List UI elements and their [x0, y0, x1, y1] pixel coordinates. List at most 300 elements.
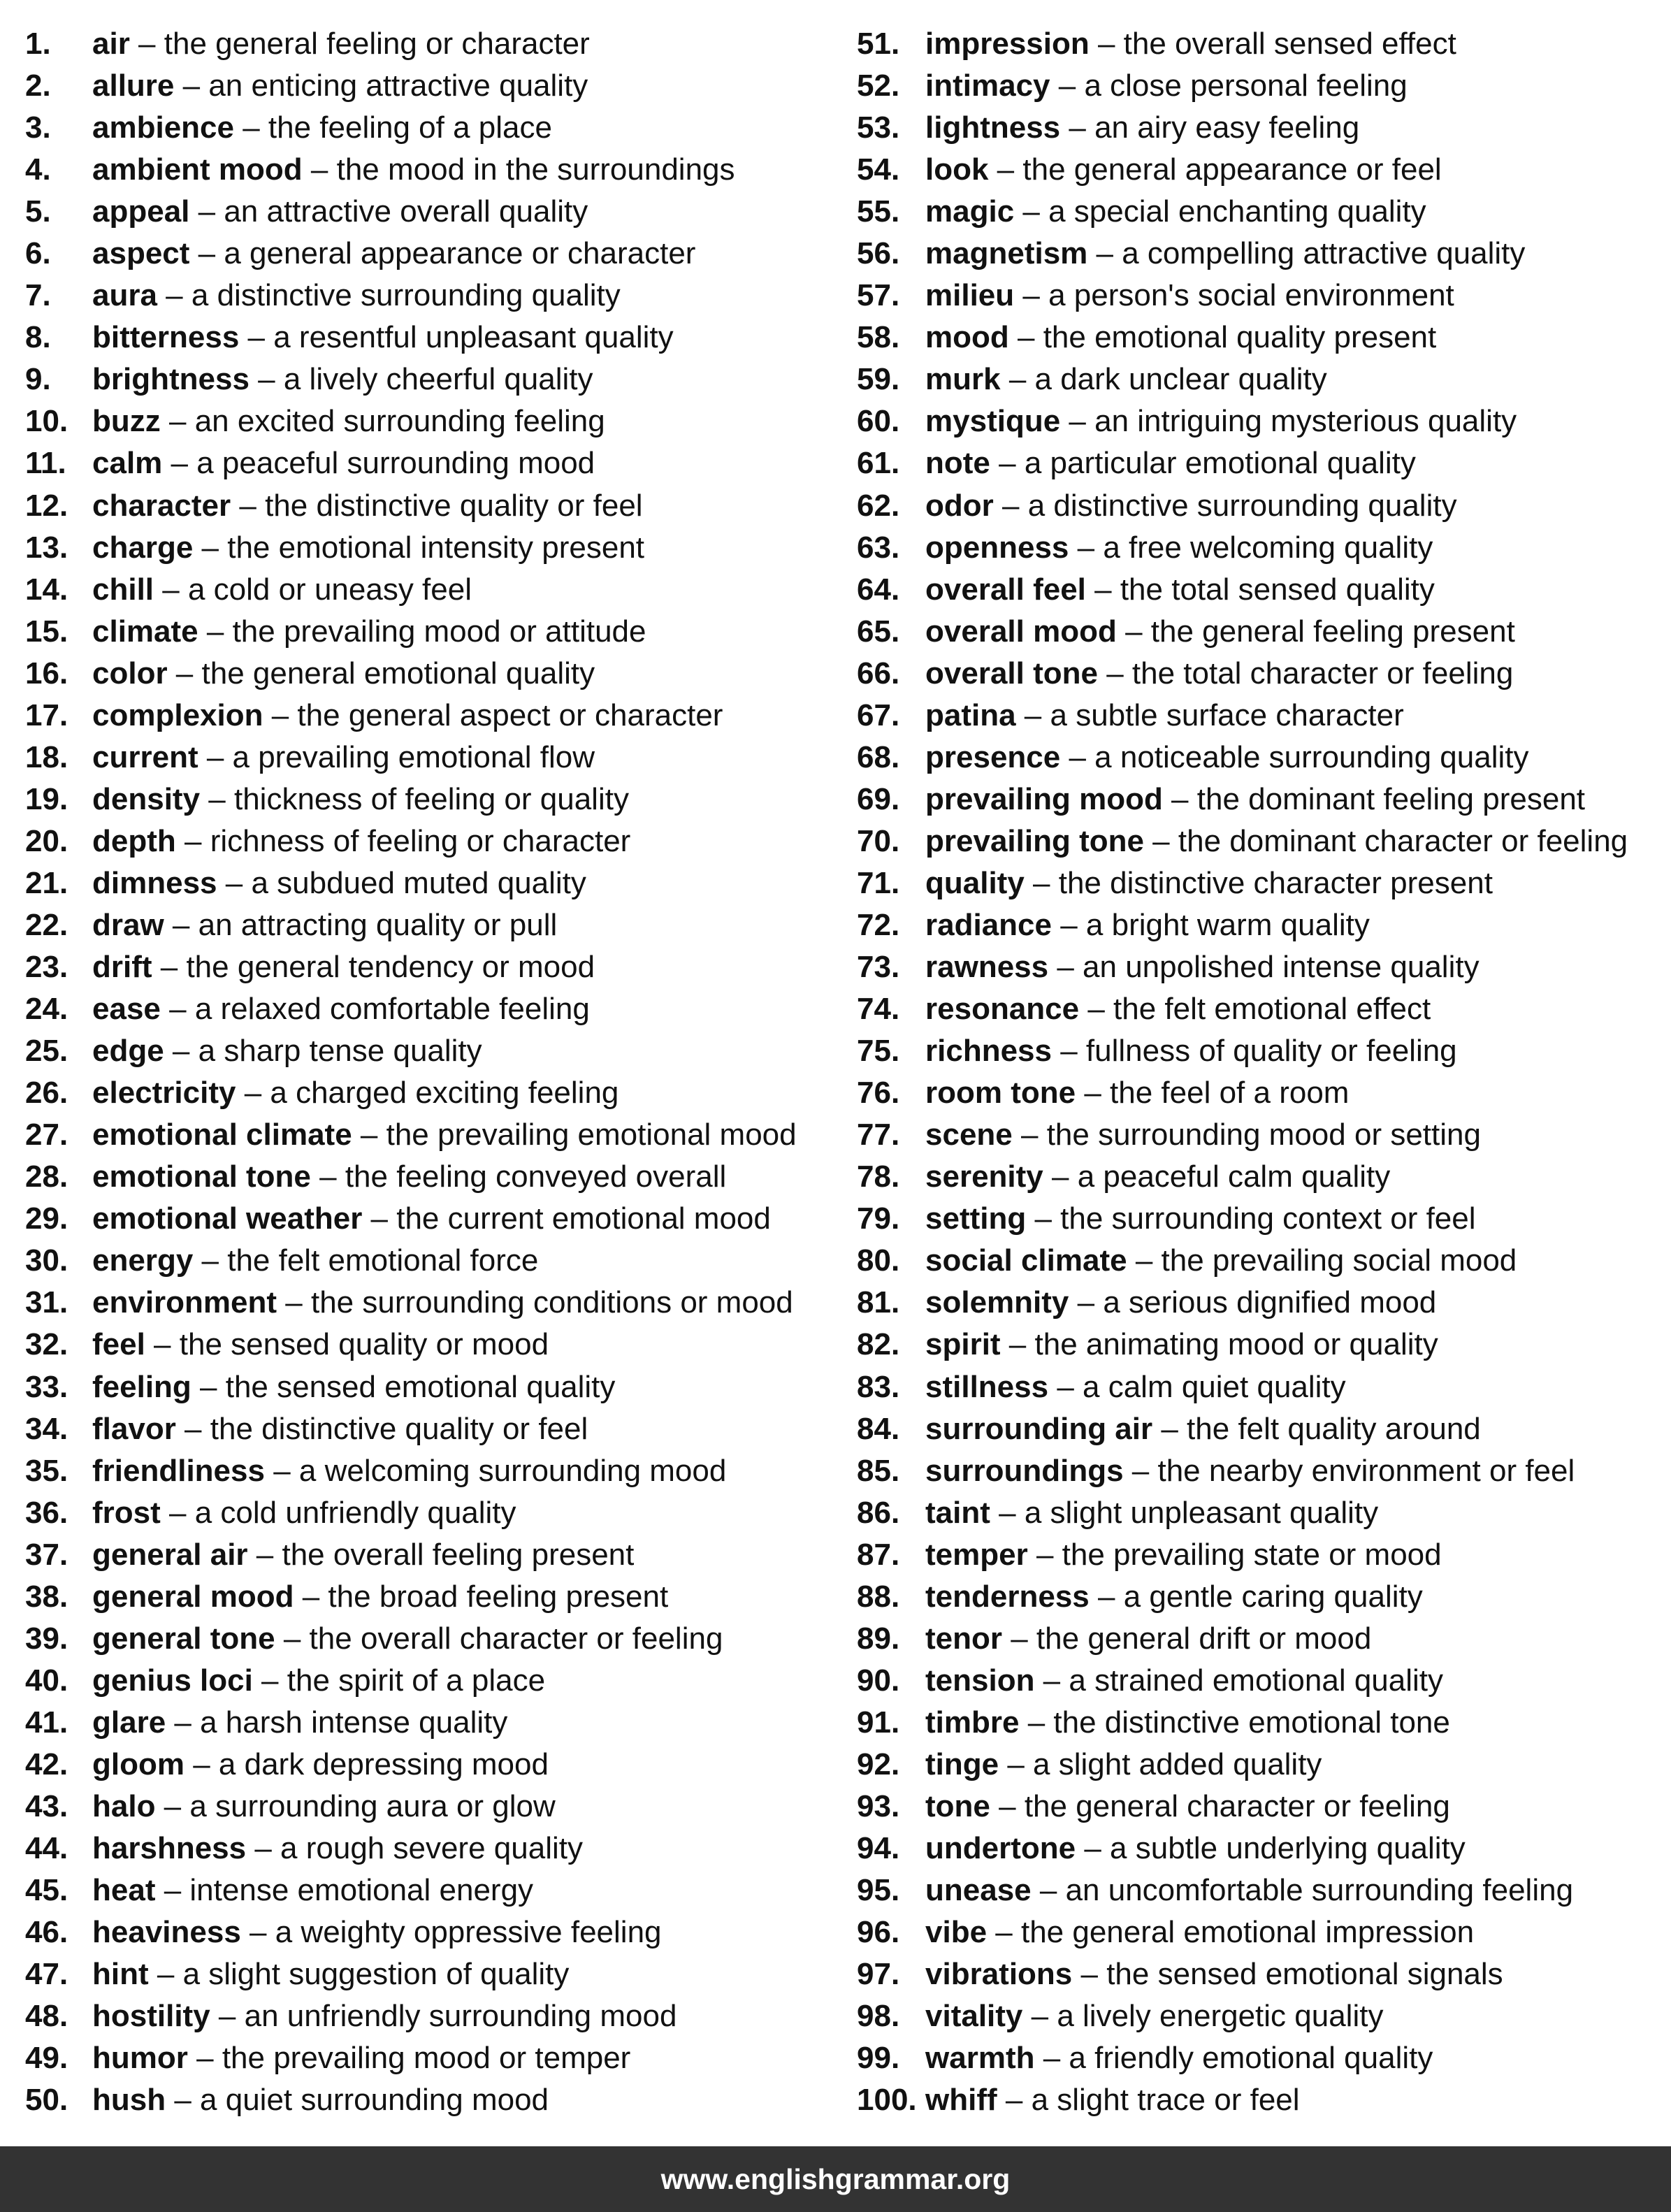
item-number: 100. [857, 2083, 917, 2118]
list-item [25, 2037, 797, 2079]
item-term: aura [92, 278, 157, 313]
list-item [25, 1492, 797, 1534]
item-separator: – [247, 1537, 282, 1572]
item-definition: the prevailing social mood [1161, 1243, 1517, 1278]
list-item [25, 233, 797, 275]
item-separator: – [157, 278, 191, 313]
item-term: room tone [925, 1076, 1076, 1111]
item-term: undertone [925, 1831, 1076, 1866]
item-definition: a subdued muted quality [251, 865, 586, 900]
item-definition: fullness of quality or feeling [1085, 1034, 1457, 1069]
item-number: 40. [25, 1663, 68, 1698]
item-term: ambience [92, 110, 234, 145]
item-definition: the general feeling present [1150, 614, 1515, 649]
item-separator: – [1048, 1369, 1083, 1404]
item-number: 68. [857, 739, 900, 774]
item-term: quality [925, 865, 1025, 900]
item-term: current [92, 739, 198, 774]
list-item [857, 1576, 1628, 1618]
item-separator: – [264, 1453, 299, 1488]
list-item [25, 1114, 797, 1156]
item-separator: – [164, 907, 198, 942]
item-term: hostility [92, 1999, 210, 2034]
item-term: tone [925, 1788, 990, 1823]
item-number: 11. [25, 446, 66, 481]
list-item [25, 1240, 797, 1282]
item-term: odor [925, 488, 994, 523]
item-definition: the general tendency or mood [186, 950, 595, 985]
item-separator: – [198, 739, 233, 774]
item-term: friendliness [92, 1453, 265, 1488]
list-item [25, 904, 797, 946]
item-number: 18. [25, 739, 68, 774]
item-term: calm [92, 446, 163, 481]
item-number: 93. [857, 1788, 900, 1823]
item-term: emotional weather [92, 1201, 363, 1236]
item-definition: a rough severe quality [280, 1831, 583, 1866]
item-number: 64. [857, 572, 900, 607]
item-number: 65. [857, 614, 900, 649]
list-item [25, 695, 797, 737]
list-item [857, 1953, 1628, 1995]
item-term: aspect [92, 236, 190, 271]
item-separator: – [310, 1159, 345, 1194]
item-term: spirit [925, 1327, 1001, 1362]
item-term: magnetism [925, 236, 1088, 271]
list-item [25, 527, 797, 569]
item-number: 2. [25, 68, 51, 103]
item-separator: – [154, 572, 188, 607]
item-definition: the total character or feeling [1131, 656, 1514, 691]
list-item [857, 1618, 1628, 1660]
item-separator: – [198, 614, 233, 649]
item-separator: – [246, 1831, 281, 1866]
item-definition: a slight added quality [1033, 1747, 1322, 1781]
item-separator: – [166, 1705, 201, 1740]
item-number: 94. [857, 1831, 900, 1866]
item-separator: – [166, 2083, 201, 2118]
item-number: 35. [25, 1453, 68, 1488]
item-definition: the prevailing mood or attitude [232, 614, 646, 649]
item-separator: – [990, 446, 1025, 481]
item-separator: – [160, 992, 195, 1027]
list-item [25, 821, 797, 862]
item-definition: a dark unclear quality [1034, 362, 1327, 397]
item-separator: – [200, 781, 234, 816]
footer-url[interactable]: www.englishgrammar.org [660, 2163, 1011, 2195]
item-separator: – [990, 1495, 1025, 1530]
item-number: 87. [857, 1537, 900, 1572]
list-item [857, 23, 1628, 65]
list-item [25, 65, 797, 107]
item-number: 25. [25, 1034, 68, 1069]
item-separator: – [1050, 68, 1085, 103]
list-item [25, 1072, 797, 1114]
item-definition: the feel of a room [1110, 1076, 1350, 1111]
item-number: 83. [857, 1369, 900, 1404]
item-term: ease [92, 992, 161, 1027]
item-definition: the felt emotional force [227, 1243, 539, 1278]
item-number: 89. [857, 1621, 900, 1656]
item-definition: the felt quality around [1187, 1411, 1481, 1446]
list-item [25, 1618, 797, 1660]
item-definition: a slight unpleasant quality [1024, 1495, 1379, 1530]
list-item [25, 1828, 797, 1870]
item-term: flavor [92, 1411, 176, 1446]
item-definition: a surrounding aura or glow [189, 1788, 556, 1823]
item-separator: – [1034, 2041, 1069, 2076]
list-item [857, 1324, 1628, 1366]
item-term: feeling [92, 1369, 191, 1404]
list-item [857, 2079, 1628, 2121]
item-definition: the dominant character or feeling [1178, 823, 1628, 858]
item-definition: a person's social environment [1048, 278, 1454, 313]
item-term: timbre [925, 1705, 1020, 1740]
item-separator: – [275, 1621, 310, 1656]
item-term: ambient mood [92, 152, 303, 187]
item-term: genius loci [92, 1663, 253, 1698]
list-item [25, 1953, 797, 1995]
item-definition: the nearby environment or feel [1157, 1453, 1575, 1488]
item-definition: the prevailing mood or temper [222, 2041, 631, 2076]
item-definition: a welcoming surrounding mood [298, 1453, 727, 1488]
item-term: presence [925, 739, 1061, 774]
item-definition: the emotional intensity present [227, 530, 645, 565]
item-separator: – [252, 1663, 287, 1698]
item-separator: – [148, 1957, 183, 1992]
item-term: climate [92, 614, 198, 649]
item-term: hint [92, 1957, 149, 1992]
item-term: unease [925, 1873, 1032, 1908]
item-definition: a relaxed comfortable feeling [194, 992, 590, 1027]
item-term: radiance [925, 907, 1052, 942]
list-item [857, 1995, 1628, 2037]
item-number: 13. [25, 530, 68, 565]
item-term: energy [92, 1243, 194, 1278]
item-term: note [925, 446, 990, 481]
item-term: drift [92, 950, 152, 985]
item-term: density [92, 781, 201, 816]
item-term: harshness [92, 1831, 247, 1866]
item-term: prevailing mood [925, 781, 1163, 816]
item-number: 91. [857, 1705, 900, 1740]
item-term: electricity [92, 1076, 236, 1111]
item-separator: – [277, 1285, 311, 1320]
item-term: environment [92, 1285, 277, 1320]
item-number: 97. [857, 1957, 900, 1992]
item-separator: – [193, 1243, 228, 1278]
item-definition: a dark depressing mood [218, 1747, 549, 1781]
item-definition: the sensed emotional signals [1106, 1957, 1503, 1992]
item-term: air [92, 27, 130, 61]
item-number: 92. [857, 1747, 900, 1781]
item-definition: the distinctive quality or feel [265, 488, 643, 523]
list-item [25, 191, 797, 233]
item-separator: – [1116, 614, 1151, 649]
item-separator: – [1097, 656, 1132, 691]
item-number: 39. [25, 1621, 68, 1656]
item-number: 90. [857, 1663, 900, 1698]
item-definition: a lively cheerful quality [283, 362, 593, 397]
item-definition: an attractive overall quality [224, 194, 588, 229]
item-separator: – [249, 362, 284, 397]
item-definition: the sensed quality or mood [179, 1327, 549, 1362]
list-item [857, 988, 1628, 1030]
item-separator: – [155, 1788, 190, 1823]
item-separator: – [1027, 1537, 1062, 1572]
item-definition: a distinctive surrounding quality [191, 278, 621, 313]
list-item [857, 191, 1628, 233]
item-definition: an attracting quality or pull [198, 907, 558, 942]
item-number: 10. [25, 404, 68, 439]
item-number: 17. [25, 697, 68, 732]
item-number: 28. [25, 1159, 68, 1194]
item-separator: – [362, 1201, 397, 1236]
item-definition: a strained emotional quality [1069, 1663, 1444, 1698]
item-separator: – [175, 1411, 210, 1446]
item-number: 79. [857, 1201, 900, 1236]
item-definition: the distinctive emotional tone [1053, 1705, 1450, 1740]
item-definition: the distinctive character present [1058, 865, 1493, 900]
item-term: social climate [925, 1243, 1127, 1278]
list-item [25, 1660, 797, 1702]
item-separator: – [233, 110, 268, 145]
item-separator: – [1008, 320, 1043, 355]
list-item [857, 1534, 1628, 1576]
item-term: charge [92, 530, 194, 565]
item-separator: – [189, 194, 224, 229]
item-number: 12. [25, 488, 68, 523]
item-number: 84. [857, 1411, 900, 1446]
item-separator: – [239, 320, 274, 355]
item-definition: the general feeling or character [164, 27, 590, 61]
item-separator: – [1069, 530, 1104, 565]
item-separator: – [1031, 1873, 1066, 1908]
item-term: prevailing tone [925, 823, 1144, 858]
item-separator: – [1152, 1411, 1187, 1446]
item-separator: – [1143, 823, 1178, 858]
item-definition: a compelling attractive quality [1122, 236, 1526, 271]
item-term: surroundings [925, 1453, 1124, 1488]
item-number: 81. [857, 1285, 900, 1320]
item-number: 19. [25, 781, 68, 816]
item-number: 20. [25, 823, 68, 858]
item-definition: the general aspect or character [297, 697, 723, 732]
item-separator: – [988, 152, 1023, 187]
list-item [25, 1911, 797, 1953]
item-definition: a particular emotional quality [1024, 446, 1416, 481]
item-number: 22. [25, 907, 68, 942]
item-term: emotional climate [92, 1118, 352, 1152]
item-definition: thickness of feeling or quality [233, 781, 629, 816]
list-item [25, 569, 797, 611]
list-item [25, 1408, 797, 1450]
item-term: glare [92, 1705, 166, 1740]
list-item [25, 862, 797, 904]
item-term: tenderness [925, 1579, 1090, 1614]
item-separator: – [152, 950, 187, 985]
item-number: 57. [857, 278, 900, 313]
item-term: temper [925, 1537, 1028, 1572]
item-term: bitterness [92, 320, 240, 355]
item-separator: – [1060, 110, 1095, 145]
list-item [857, 527, 1628, 569]
list-item [25, 2079, 797, 2121]
item-number: 47. [25, 1957, 68, 1992]
item-term: dimness [92, 865, 217, 900]
item-separator: – [997, 2083, 1032, 2118]
item-definition: the surrounding context or feel [1060, 1201, 1476, 1236]
item-number: 60. [857, 404, 900, 439]
list-item [857, 400, 1628, 442]
word-list-column-left [25, 23, 797, 2121]
item-number: 8. [25, 320, 51, 355]
item-definition: the feeling conveyed overall [345, 1159, 727, 1194]
item-number: 73. [857, 950, 900, 985]
item-number: 21. [25, 865, 68, 900]
item-number: 43. [25, 1788, 68, 1823]
item-number: 32. [25, 1327, 68, 1362]
item-number: 86. [857, 1495, 900, 1530]
list-item [25, 1450, 797, 1492]
item-separator: – [1072, 1957, 1107, 1992]
item-definition: a harsh intense quality [200, 1705, 508, 1740]
item-definition: the feeling of a place [268, 110, 552, 145]
item-number: 54. [857, 152, 900, 187]
item-separator: – [1085, 572, 1120, 607]
item-definition: a peaceful calm quality [1077, 1159, 1391, 1194]
item-number: 1. [25, 27, 51, 61]
item-number: 74. [857, 992, 900, 1027]
item-separator: – [993, 488, 1028, 523]
list-item [25, 107, 797, 149]
item-separator: – [184, 1747, 219, 1781]
item-definition: a slight trace or feel [1031, 2083, 1300, 2118]
list-item [857, 1072, 1628, 1114]
item-number: 70. [857, 823, 900, 858]
list-item [857, 1030, 1628, 1072]
item-term: depth [92, 823, 176, 858]
list-item [857, 1911, 1628, 1953]
item-definition: the general appearance or feel [1022, 152, 1442, 187]
list-item [25, 359, 797, 400]
item-separator: – [236, 1076, 270, 1111]
list-item [857, 1744, 1628, 1786]
item-separator: – [189, 236, 224, 271]
item-term: halo [92, 1788, 156, 1823]
item-definition: a prevailing emotional flow [232, 739, 595, 774]
list-item [857, 2037, 1628, 2079]
item-number: 69. [857, 781, 900, 816]
list-item [857, 1450, 1628, 1492]
item-number: 59. [857, 362, 900, 397]
item-term: rawness [925, 950, 1049, 985]
list-item [25, 1870, 797, 1911]
item-number: 71. [857, 865, 900, 900]
list-item [857, 653, 1628, 695]
list-item [857, 737, 1628, 779]
list-item [25, 1995, 797, 2037]
item-term: magic [925, 194, 1015, 229]
item-term: whiff [925, 2083, 997, 2118]
item-separator: – [191, 1369, 226, 1404]
item-term: murk [925, 362, 1001, 397]
list-item [857, 1492, 1628, 1534]
item-number: 15. [25, 614, 68, 649]
item-term: tension [925, 1663, 1035, 1698]
item-separator: – [160, 404, 195, 439]
list-item [857, 695, 1628, 737]
item-separator: – [155, 1873, 190, 1908]
item-term: vibrations [925, 1957, 1073, 1992]
item-term: warmth [925, 2041, 1035, 2076]
item-definition: an airy easy feeling [1094, 110, 1360, 145]
list-item [25, 23, 797, 65]
item-separator: – [1051, 1034, 1086, 1069]
list-item [25, 653, 797, 695]
item-separator: – [990, 1788, 1025, 1823]
item-number: 36. [25, 1495, 68, 1530]
item-number: 33. [25, 1369, 68, 1404]
item-definition: a quiet surrounding mood [200, 2083, 549, 2118]
item-term: edge [92, 1034, 164, 1069]
list-item [857, 1282, 1628, 1324]
list-item [857, 1828, 1628, 1870]
item-term: humor [92, 2041, 188, 2076]
item-definition: a close personal feeling [1084, 68, 1408, 103]
item-number: 30. [25, 1243, 68, 1278]
item-separator: – [187, 2041, 222, 2076]
list-item [25, 317, 797, 359]
item-term: heat [92, 1873, 156, 1908]
item-definition: a lively energetic quality [1057, 1999, 1384, 2034]
item-term: surrounding air [925, 1411, 1153, 1446]
list-item [25, 1576, 797, 1618]
item-term: general air [92, 1537, 248, 1572]
item-number: 44. [25, 1831, 68, 1866]
item-definition: a slight suggestion of quality [182, 1957, 570, 1992]
list-item [25, 1282, 797, 1324]
item-definition: the emotional quality present [1043, 320, 1437, 355]
list-item [857, 946, 1628, 988]
item-definition: the general emotional quality [201, 656, 595, 691]
item-separator: – [1043, 1159, 1078, 1194]
item-term: setting [925, 1201, 1027, 1236]
list-item [25, 1198, 797, 1240]
list-item [25, 1702, 797, 1744]
item-separator: – [1026, 1201, 1061, 1236]
item-number: 76. [857, 1076, 900, 1111]
item-definition: the current emotional mood [396, 1201, 771, 1236]
list-item [857, 904, 1628, 946]
item-number: 42. [25, 1747, 68, 1781]
item-number: 38. [25, 1579, 68, 1614]
list-item [857, 779, 1628, 821]
item-separator: – [174, 68, 209, 103]
item-separator: – [167, 656, 202, 691]
item-separator: – [1024, 865, 1059, 900]
item-separator: – [1076, 1831, 1111, 1866]
item-number: 99. [857, 2041, 900, 2076]
item-separator: – [1019, 1705, 1054, 1740]
item-separator: – [1051, 907, 1086, 942]
item-number: 88. [857, 1579, 900, 1614]
item-term: richness [925, 1034, 1052, 1069]
list-item [25, 1156, 797, 1198]
list-item [857, 1660, 1628, 1702]
list-item [857, 862, 1628, 904]
list-item [25, 1534, 797, 1576]
